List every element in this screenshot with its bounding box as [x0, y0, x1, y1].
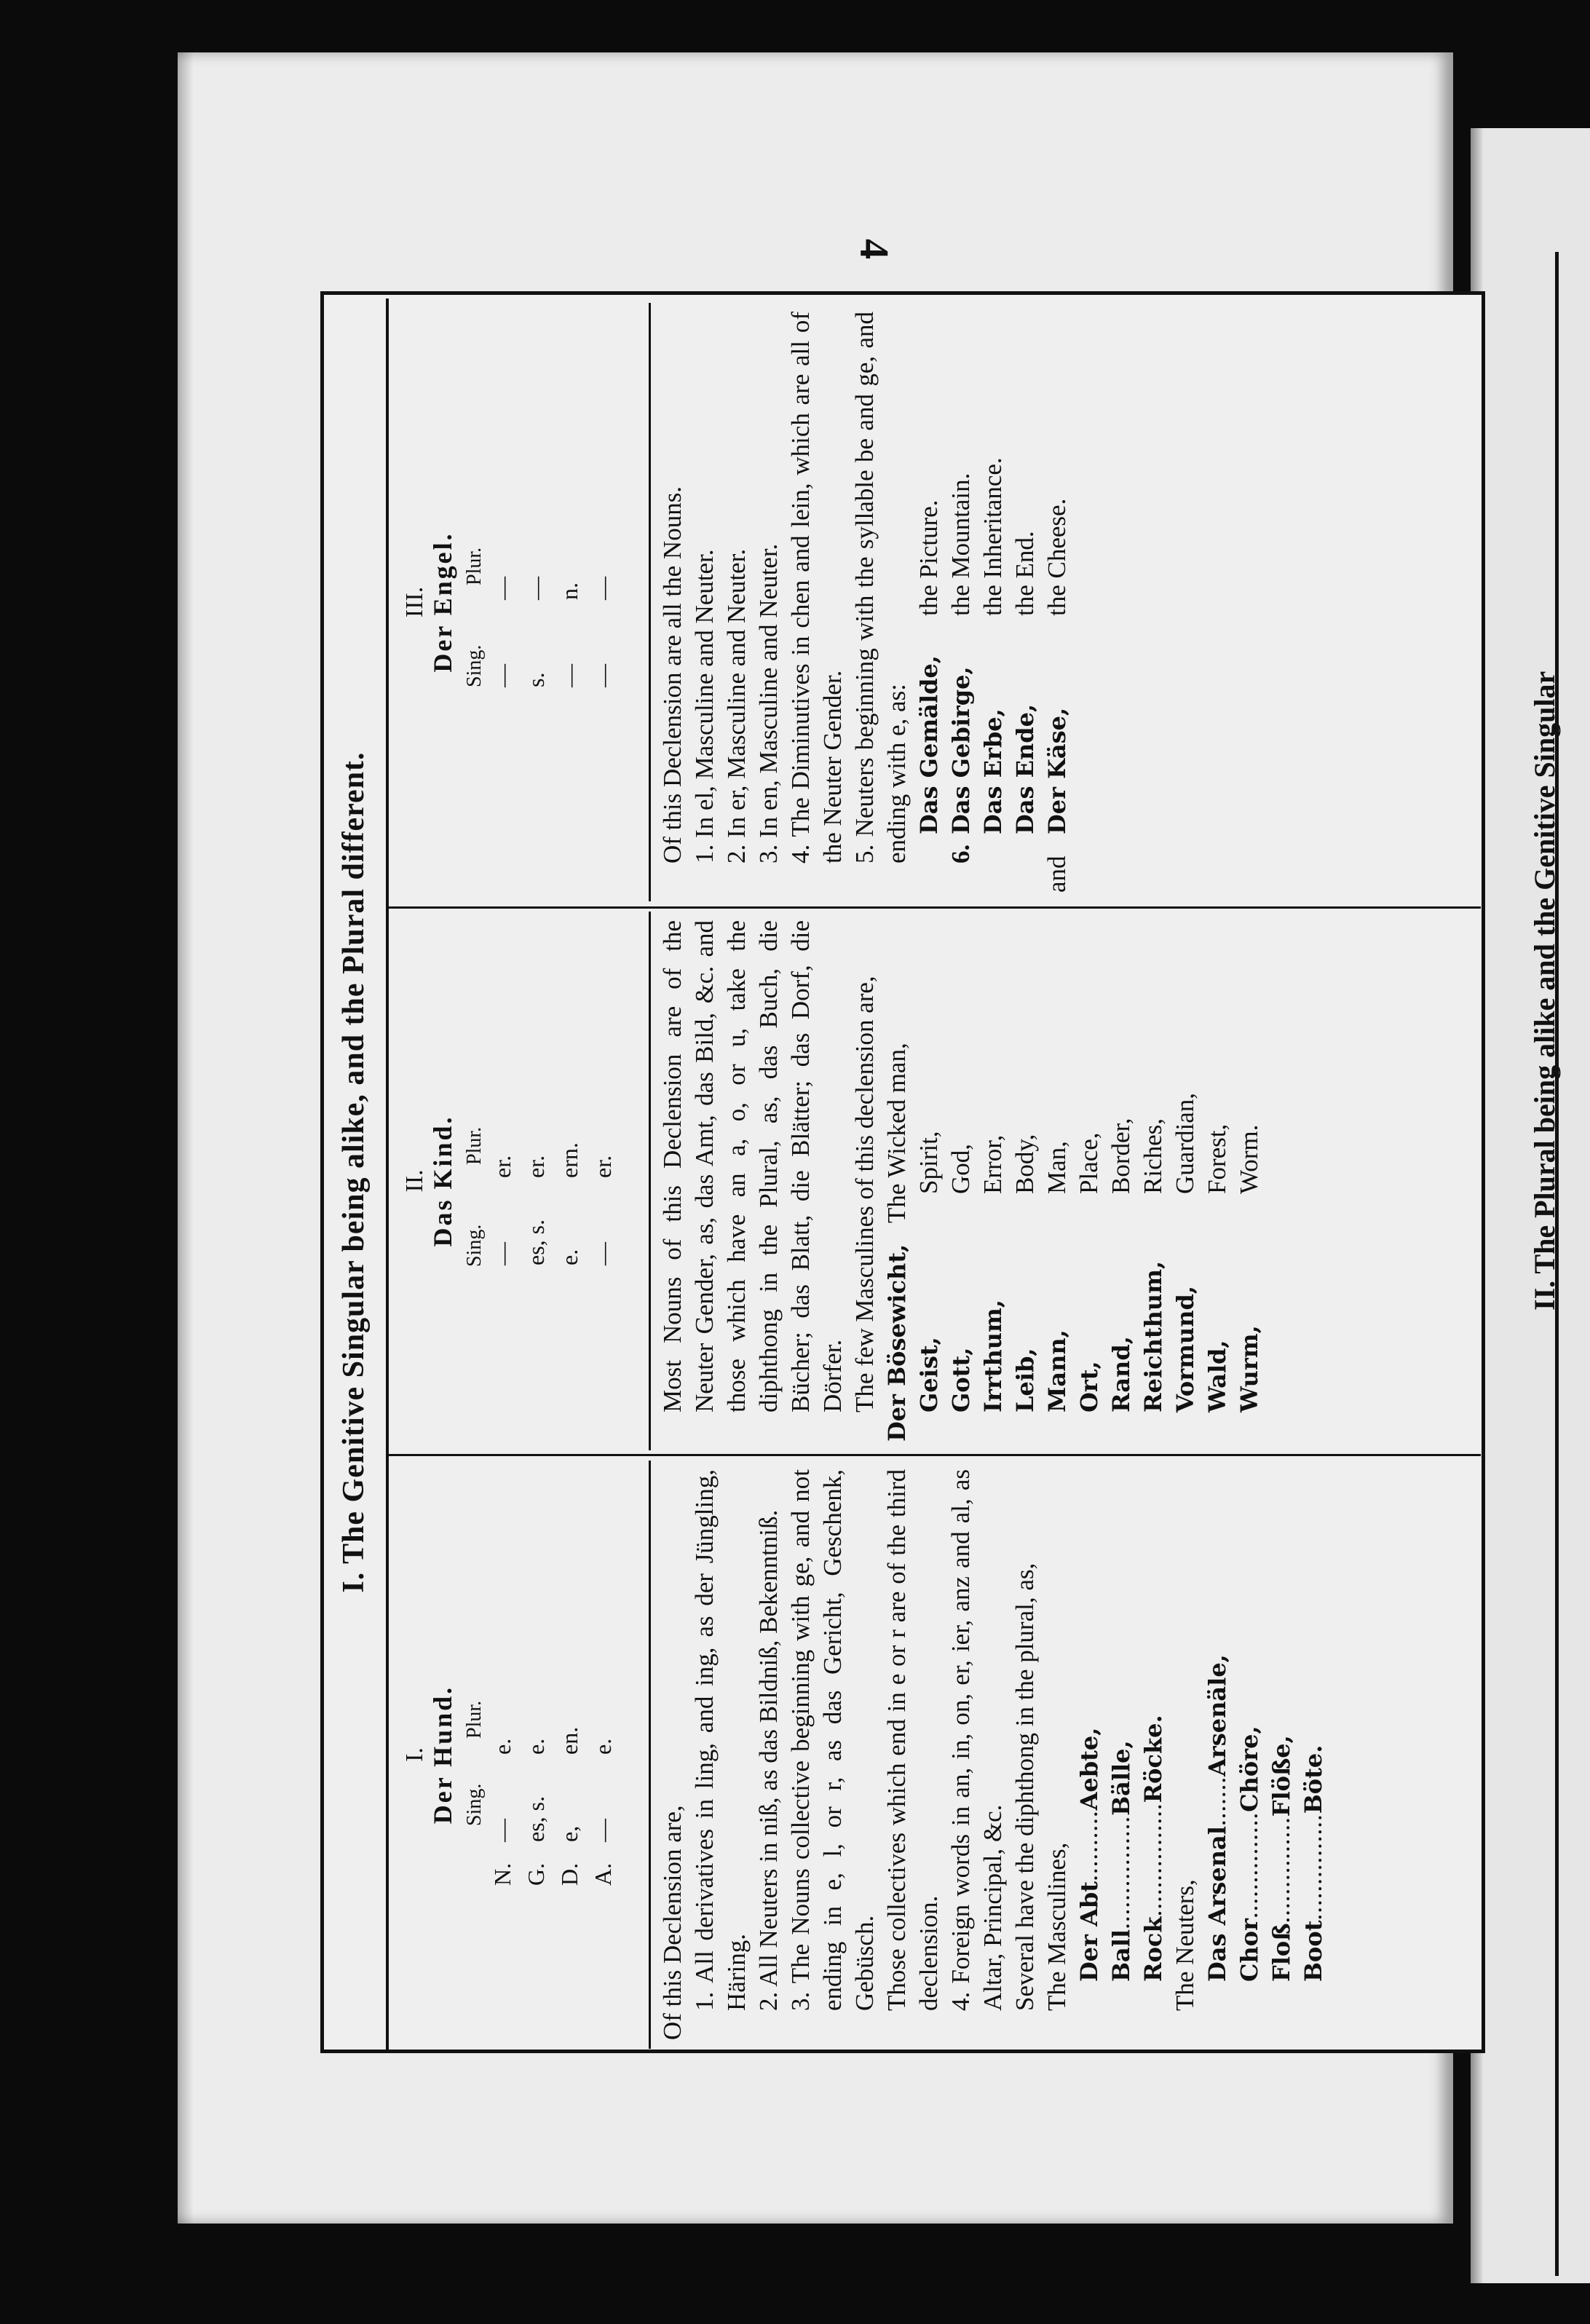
case-endings: [486, 513, 620, 731]
and-label: and: [1043, 855, 1071, 893]
header-rule: [649, 303, 651, 901]
rule-paragraph: Several have the diphthong in the plural, as,: [1010, 1562, 1039, 2011]
word-entry: Wald,Forest,: [1203, 1123, 1231, 1412]
declension-column-3: [389, 299, 1481, 906]
case-row: ——: [590, 577, 616, 687]
declension-number: III.: [401, 586, 428, 618]
plur-label: Plur.: [463, 547, 486, 585]
case-row: e.ern.: [556, 1142, 582, 1265]
case-row: —n.: [556, 582, 582, 687]
declension-column-2: [389, 907, 1481, 1455]
rule-item: 3. In en, Masculine and Neuter.: [754, 543, 783, 863]
next-section-title: II. The Plural being alike and the Genitive Singular: [1528, 671, 1561, 1311]
word-entry: Das Ende,the End.: [1010, 531, 1039, 834]
plur-label: Plur.: [463, 1700, 486, 1739]
example-list: [913, 312, 1073, 893]
paradigm-header: [389, 1456, 651, 2053]
paradigm-header: [389, 907, 651, 1455]
column-text: [651, 299, 1073, 906]
word-entry: Floß...............Flöße,: [1267, 1735, 1295, 1982]
rule-item: 4. The Diminutives in chen and lein, which are all of the Neuter Gender.: [786, 312, 847, 863]
paradigm-noun: Der Hund.: [428, 1685, 457, 1825]
section-title: I. The Genitive Singular being alike, and the Plural different.: [337, 751, 371, 1593]
rule-paragraph: The few Masculines of this declension are,: [850, 976, 879, 1412]
case-row: es, s.er.: [523, 1155, 549, 1265]
word-entry: Rock................Röcke.: [1139, 1715, 1167, 1982]
sing-label: Sing.: [463, 644, 486, 687]
case-row: N.—e.: [489, 1738, 515, 1886]
case-row: D.e,en.: [556, 1726, 582, 1886]
rule-item: 1. In el, Masculine and Neuter.: [690, 549, 719, 863]
word-entry: Das Gemälde,the Picture.: [914, 499, 943, 834]
rule-paragraph: 4. Foreign words in an, in, on, er, ier, anz and al, as Altar, Principal, &c.: [946, 1469, 1007, 2011]
declension-column-1: [389, 1456, 1481, 2053]
sing-label: Sing.: [463, 1224, 486, 1267]
word-list: [881, 920, 1265, 1442]
rule-paragraph: 3. The Nouns collective beginning with ge, and not ending in e, l, or r, as das Gericht, Geschenk, Gebüsch.: [786, 1469, 879, 2011]
word-entry: Gott,God,: [946, 1143, 975, 1412]
page-number: 4: [851, 239, 896, 259]
word-entry: Das Arsenal.......Arsenäle,: [1203, 1654, 1231, 1982]
item-number: 6.: [946, 844, 975, 863]
next-section-wrapper: [1527, 671, 1562, 1311]
intro-text: Of this Declension are,: [658, 1805, 687, 2040]
paradigm-noun: Das Kind.: [428, 1115, 457, 1247]
word-entry: Leib,Body,: [1010, 1134, 1039, 1412]
rule-paragraph: Most Nouns of this Declension are of the Neuter Gender, as, das Amt, das Bild, &c. and those which have an a, o, or u, take the diphthong in the Plural, as, das Buch, die Bücher; das Blatt, die Blätter; das Dorf, die Dörfer.: [658, 920, 847, 1412]
word-entry: Ort,Place,: [1075, 1132, 1103, 1412]
case-row: A.—e.: [590, 1738, 616, 1886]
paradigm-noun: Der Engel.: [428, 531, 457, 673]
word-entry: Wurm,Worm.: [1235, 1124, 1263, 1412]
declension-table: [320, 291, 1485, 2053]
word-entry: Reichthum,Riches,: [1139, 1118, 1167, 1412]
word-entry: Irrthum,Error,: [978, 1134, 1007, 1412]
rule-paragraph: 1. All derivatives in ling, and ing, as der Jüngling, Häring.: [690, 1469, 751, 2011]
case-row: G.es, s.e.: [523, 1738, 549, 1886]
rule-paragraph: Of this Declension are all the Nouns.: [658, 486, 687, 863]
word-entry: Vormund,Guardian,: [1171, 1093, 1199, 1412]
word-entry: Der Abt..........Aebte,: [1075, 1727, 1103, 1982]
word-entry: Chor...............Chöre,: [1235, 1726, 1263, 1982]
word-entry: Ball................Bälle,: [1107, 1740, 1135, 1982]
case-row: —er.: [590, 1155, 616, 1265]
rule-paragraph: Those collectives which end in e or r are of the third declension.: [882, 1469, 943, 2011]
column-text: [651, 907, 1265, 1455]
word-entry: andDer Käse,the Cheese.: [1041, 312, 1073, 893]
header-rule: [649, 1461, 651, 2049]
case-endings: [486, 1667, 620, 1886]
case-row: s.—: [523, 577, 549, 687]
group-label: The Masculines,: [1043, 1842, 1071, 2011]
plur-label: Plur.: [463, 1126, 486, 1165]
case-endings: [486, 1091, 620, 1309]
rule-item: 5. Neuters beginning with the syllable be and ge, and ending with e, as:: [850, 312, 911, 863]
sing-label: Sing.: [463, 1783, 486, 1826]
header-rule: [649, 912, 651, 1450]
word-entry: 6.Das Gebirge,the Mountain.: [945, 312, 977, 893]
word-entry: Geist,Spirit,: [914, 1131, 943, 1412]
rule-item: 2. In er, Masculine and Neuter.: [722, 548, 751, 863]
word-entry: Boot...............Böte.: [1299, 1744, 1327, 1982]
declension-number: I.: [401, 1747, 428, 1762]
case-row: —er.: [489, 1155, 515, 1265]
group-label: The Neuters,: [1171, 1879, 1199, 2011]
declension-number: II.: [401, 1169, 428, 1193]
paradigm-header: [389, 299, 651, 906]
word-entry: Mann,Man,: [1043, 1141, 1071, 1412]
word-entry: Das Erbe,the Inheritance.: [978, 457, 1007, 834]
rule-paragraph: 2. All Neuters in niß, as das Bildniß, Bekenntniß.: [754, 1509, 783, 2011]
word-entry: Rand,Border,: [1107, 1118, 1135, 1412]
case-row: ——: [489, 577, 515, 687]
column-text: [651, 1456, 1329, 2053]
word-entry: Der Bösewicht,The Wicked man,: [882, 1043, 911, 1442]
